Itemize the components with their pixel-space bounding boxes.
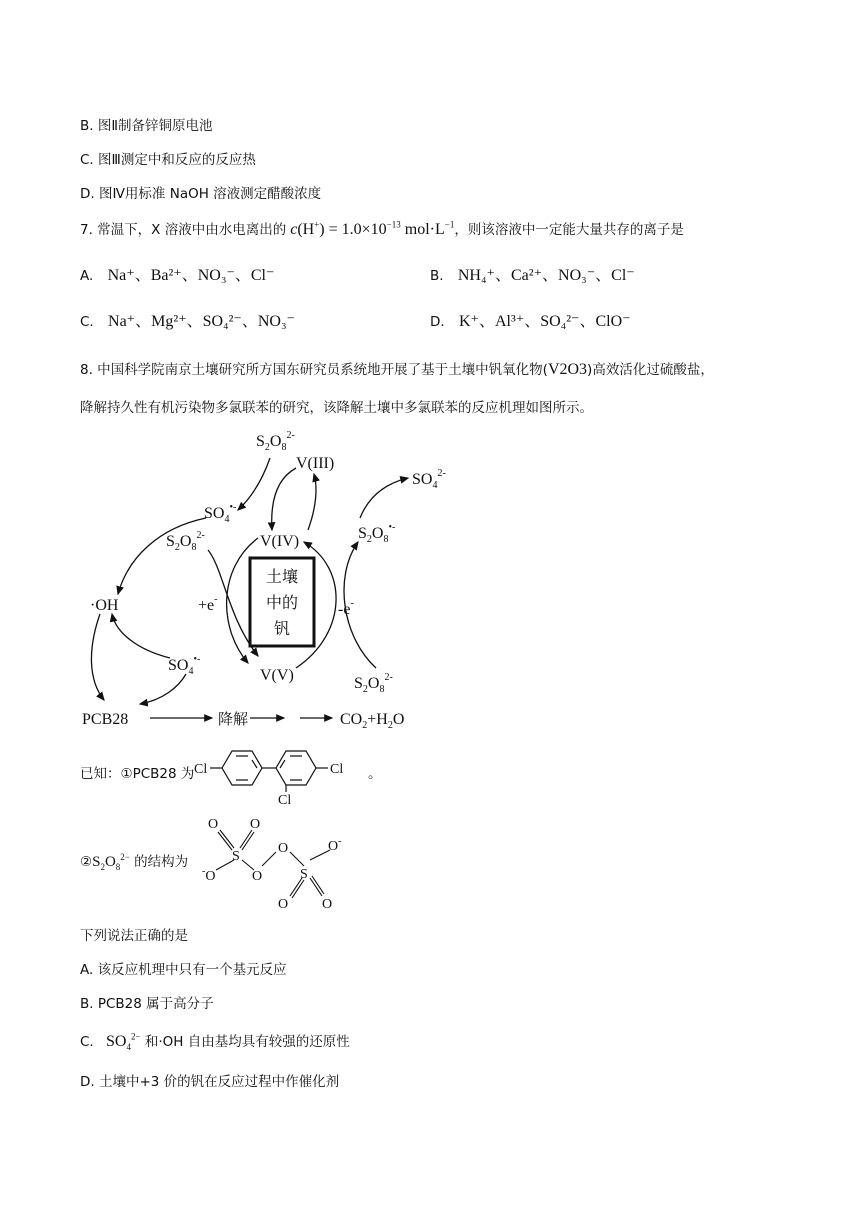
s2o8-top: $S_2O_8^{2-}$ [256, 430, 295, 453]
q8-stem-line1 [80, 358, 714, 379]
o-3: -O [202, 866, 216, 884]
s2o8-structure [196, 808, 356, 912]
q7-exp: −13 [386, 219, 401, 230]
cl-bottom: Cl [278, 793, 292, 808]
q7-stem-pre: 7. 常温下，X 溶液中由水电离出的 [80, 222, 287, 238]
products-label: $CO_2+H_2O$ [340, 711, 405, 731]
q6-option-d: D. 图Ⅳ用标准 NaOH 溶液测定醋酸浓度 [80, 186, 322, 202]
s-1: S [232, 849, 240, 864]
q7-stem-post: ，则该溶液中一定能大量共存的离子是 [454, 222, 684, 238]
q8-line1b: )高效活化过硫酸盐， [587, 362, 714, 378]
known2-post: 的结构为 [134, 854, 189, 870]
o-5: O [278, 841, 289, 856]
q7-option-b-label: B. [430, 268, 444, 284]
known-1 [80, 762, 194, 782]
q7-c: c [290, 221, 298, 238]
q8-option-c [80, 1030, 350, 1051]
q7-option-a-label: A. [80, 268, 94, 284]
q7-h: H [302, 221, 315, 238]
v3-label: V(III) [296, 455, 335, 472]
q7-option-a-ions: Na⁺、Ba²⁺、NO₃⁻、Cl⁻ [107, 267, 275, 284]
q8-line1a: 8. 中国科学院南京土壤研究所方国东研究员系统地开展了基于土壤中钒氧化物( [80, 362, 548, 378]
plus-e-label: +e- [198, 594, 218, 614]
cl-right: Cl [330, 762, 344, 777]
q8-option-c-label: C. [80, 1034, 94, 1050]
known2-pre: ② [80, 854, 93, 870]
q7-option-b-ions: NH₄⁺、Ca²⁺、NO₃⁻、Cl⁻ [457, 267, 635, 284]
q7-stem: 7. 常温下，X 溶液中由水电离出的 $c(H^+) = 1.0\times 10^{-13}$ $mol\cdot L^{-1}$，则该溶液中一定能大量共存的离子是 [80, 219, 684, 238]
soil-box-line2: 中的 [266, 595, 299, 612]
pcb28-label: PCB28 [82, 711, 129, 728]
arrow-to-so4-2minus [360, 478, 408, 518]
arrow-so4b-to-pcb [140, 674, 186, 704]
arrow-v5-to-v4 [296, 542, 336, 668]
q7-option-d-label: D. [430, 314, 445, 330]
q8-option-b: B. PCB28 属于高分子 [80, 996, 214, 1012]
o-1: O [208, 817, 219, 832]
soil-box-line3: 钒 [274, 621, 291, 638]
known2-formula: $S_2O_8^{2-}$ [92, 852, 130, 872]
v5-label: V(V) [260, 667, 294, 684]
q7-eq: = 1.0×10 [328, 221, 387, 238]
q8-stem-line2: 降解持久性有机污染物多氯联苯的研究，该降解土壤中多氯联苯的反应机理如图所示。 [80, 400, 593, 416]
o-7: O [278, 897, 289, 912]
q7-option-a [80, 262, 274, 285]
q7-unit-exp: −1 [444, 219, 455, 230]
q7-option-c-label: C. [80, 314, 94, 330]
s-2: S [300, 867, 308, 882]
q8-v2o3: V2O3 [547, 361, 588, 378]
q7-option-d [430, 308, 631, 331]
so4-2minus: $SO_4^{2-}$ [412, 468, 446, 491]
q6-option-b: B. 图Ⅱ制备锌铜原电池 [80, 118, 213, 134]
q8-option-c-text: 和·OH 自由基均具有较强的还原性 [144, 1034, 350, 1050]
arrow-oh-to-pcb [91, 614, 104, 700]
s2o8-left: $S_2O_8^{2-}$ [166, 530, 205, 553]
arrow-so4-to-oh [118, 518, 206, 594]
o-6: O- [328, 836, 342, 854]
q7-option-b [430, 262, 635, 285]
cl-left: Cl [194, 762, 208, 777]
q7-option-c [80, 308, 295, 331]
q8-option-c-so4: $SO_4^{2-}$ [106, 1031, 141, 1053]
arrow-so4b-to-oh [112, 614, 170, 658]
v4-label: V(IV) [260, 533, 300, 550]
q7-option-d-ions: K⁺、Al³⁺、SO₄²⁻、ClO⁻ [458, 313, 631, 330]
s2o8-radical: $S_2O_8^{•-}$ [358, 522, 396, 545]
q7-option-c-ions: Na⁺、Mg²⁺、SO₄²⁻、NO₃⁻ [108, 313, 295, 330]
known1-pre: 已知：①PCB28 为 [80, 766, 195, 782]
q7-unit: mol·L [404, 221, 445, 238]
o-2: O [250, 817, 261, 832]
q8-option-a: A. 该反应机理中只有一个基元反应 [80, 962, 287, 978]
arrow-v3-to-v4 [272, 468, 296, 530]
so4-radical-top: $SO_4^{•-}$ [204, 502, 237, 525]
q8-question: 下列说法正确的是 [80, 928, 188, 944]
q8-option-d: D. 土壤中+3 价的钒在反应过程中作催化剂 [80, 1074, 340, 1090]
degrade-label: 降解 [218, 712, 249, 728]
mechanism-diagram [78, 418, 446, 733]
o-8: O [322, 897, 333, 912]
arrow-v4-to-v3 [308, 474, 316, 530]
q6-option-c: C. 图Ⅲ测定中和反应的反应热 [80, 152, 256, 168]
arrow-s2o8-to-so4 [238, 458, 270, 510]
minus-e-label: -e- [338, 598, 354, 618]
known-2 [80, 850, 188, 871]
pcb28-structure [190, 732, 380, 808]
oh-radical: ·OH [90, 597, 119, 614]
so4-radical-bottom: $SO_4^{•-}$ [168, 654, 201, 677]
soil-box-line1: 土壤 [266, 569, 299, 586]
known1-end: 。 [368, 766, 382, 782]
s2o8-bottom: $S_2O_8^{2-}$ [354, 672, 393, 695]
o-4: O [252, 869, 263, 884]
